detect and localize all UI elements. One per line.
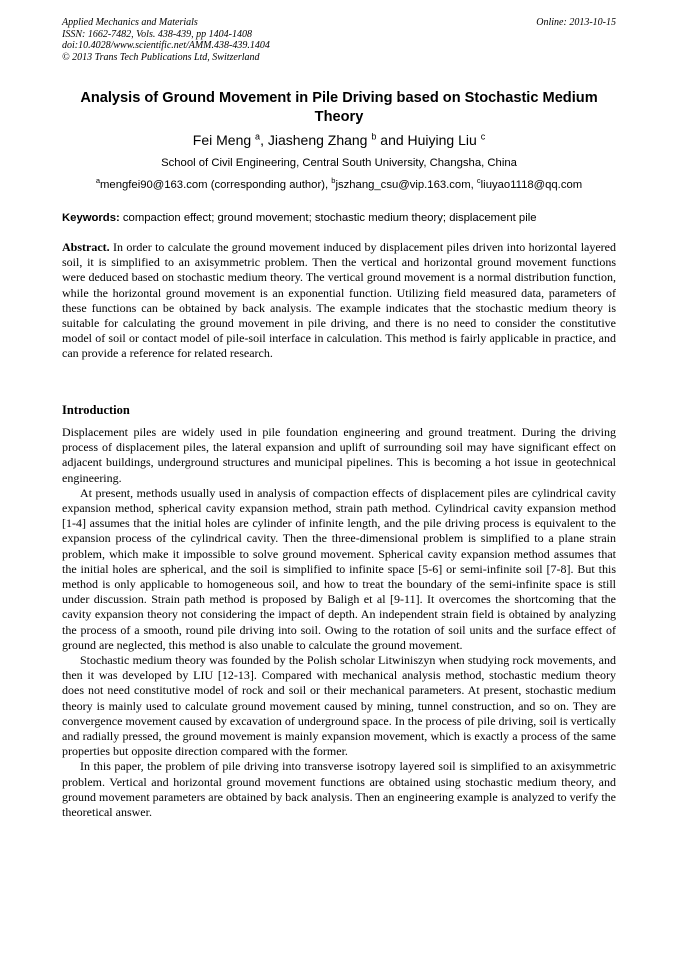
author-affil-mark: b bbox=[371, 131, 377, 142]
paper-title: Analysis of Ground Movement in Pile Driving based on Stochastic Medium Theory bbox=[80, 90, 598, 125]
email-mark: b bbox=[331, 176, 336, 186]
email-text: liuyao1118@qq.com bbox=[480, 179, 583, 191]
author-affil-mark: a bbox=[255, 131, 261, 142]
journal-header bbox=[62, 17, 270, 63]
journal-issn: ISSN: 1662-7482, Vols. 438-439, pp 1404-1408 bbox=[62, 28, 252, 40]
author-list bbox=[62, 130, 616, 150]
keywords bbox=[62, 210, 616, 226]
author-separator: and bbox=[376, 132, 408, 148]
affiliation: School of Civil Engineering, Central South University, Changsha, China bbox=[161, 157, 517, 169]
email-mark: a bbox=[95, 176, 101, 186]
email-mark: c bbox=[476, 176, 481, 186]
author-affil-mark: c bbox=[480, 131, 486, 142]
abstract-text: In order to calculate the ground movement induced by displacement piles driven into horizontal layered soil, it is simplified to an axisymmetric problem. Then the vertical and horizontal ground movement functions were deduced based on stochastic medium theory. The vertical ground movement is a normal distribution function, while the horizontal ground movement is an exponential function. Utilizing field measured data, parameters of these functions can be obtained by back analysis. The example indicates that the stochastic medium theory is suitable for calculating the ground movement in pile driving, and there is no need to consider the constitutive model of soil or contact model of pile-soil interface in calculation. This method is fairly applicable in practice, and can provide a reference for related research. bbox=[62, 240, 617, 361]
abstract bbox=[62, 240, 616, 362]
author-name: Huiying Liu bbox=[407, 132, 477, 148]
online-date: Online: 2013-10-15 bbox=[536, 17, 616, 28]
journal-doi: doi:10.4028/www.scientific.net/AMM.438-439.1404 bbox=[62, 40, 270, 52]
intro-paragraph: Stochastic medium theory was founded by the Polish scholar Litwiniszyn when studying rock movements, and then it was developed by LIU [12-13]. Compared with mechanical analysis method, stochastic medium theory does not need constitutive model of rock and soil or their mechanical parameters. At present, stochastic medium theory is mainly used to calculate ground movement caused by mining, tunnel construction, and so on. They are convergence movement caused by excavation of underground space. In the process of pile driving, soil is vertically and radially pressed, the ground movement is mainly expansion movement, which is exactly a process of the same properties but opposite direction compared with the former. bbox=[62, 653, 616, 759]
introduction-body bbox=[62, 425, 616, 820]
journal-name: Applied Mechanics and Materials bbox=[62, 17, 198, 28]
journal-copyright: © 2013 Trans Tech Publications Ltd, Switzerland bbox=[62, 51, 260, 63]
author-name: Jiasheng Zhang bbox=[267, 132, 368, 148]
email-text: jszhang_csu@vip.163.com, bbox=[335, 179, 477, 191]
author-separator: , bbox=[260, 132, 268, 148]
keywords-label: Keywords: bbox=[62, 212, 120, 224]
abstract-label: Abstract. bbox=[62, 240, 110, 254]
section-heading-introduction: Introduction bbox=[62, 403, 130, 417]
author-emails bbox=[62, 177, 616, 193]
intro-paragraph: At present, methods usually used in analysis of compaction effects of displacement piles are cylindrical cavity expansion method, spherical cavity expansion method, strain path method. Cylindrical cavity expansion method [1-4] assumes that the initial holes are cylinder of infinite length, and the pile driving process is equivalent to the expansion process of the cylindrical cavity. Then the three-dimensional problem is simplified to a plane strain problem, which make it impossible to solve ground movement. Spherical cavity expansion method assumes that the initial holes are spherical, and the soil is simplified to infinite space [5-6] or semi-infinite soil [7-8]. But this method is only applicable to homogeneous soil, and how to treat the boundary of the semi-infinite space is still under discussion. Strain path method is proposed by Baligh et al [9-11]. It overcomes the shortcoming that the cavity expansion theory not considering the impact of depth. An independent strain field is obtained by analyzing the process of a smooth, round pile driving into soil. Owing to the rotation of soil units and the surface effect of ground are neglected, this method is also unable to calculate the ground movement. bbox=[62, 485, 616, 652]
intro-paragraph: In this paper, the problem of pile driving into transverse isotropy layered soil is simplified to an axisymmetric problem. Vertical and horizontal ground movement functions are obtained using stochastic medium theory, and ground movement parameters are obtained by back analysis. Then an engineering example is analyzed to verify the theoretical answer. bbox=[62, 759, 616, 820]
intro-paragraph: Displacement piles are widely used in pile foundation engineering and ground treatment. During the driving process of displacement piles, the lateral expansion and uplift of surrounding soil may have significant effect on adjacent buildings, underground structures and municipal pipelines. This is becoming a hot issue in geotechnical engineering. bbox=[62, 425, 616, 485]
author-name: Fei Meng bbox=[192, 132, 252, 148]
email-text: mengfei90@163.com (corresponding author), bbox=[100, 179, 332, 191]
keywords-text: compaction effect; ground movement; stochastic medium theory; displacement pile bbox=[122, 212, 537, 224]
